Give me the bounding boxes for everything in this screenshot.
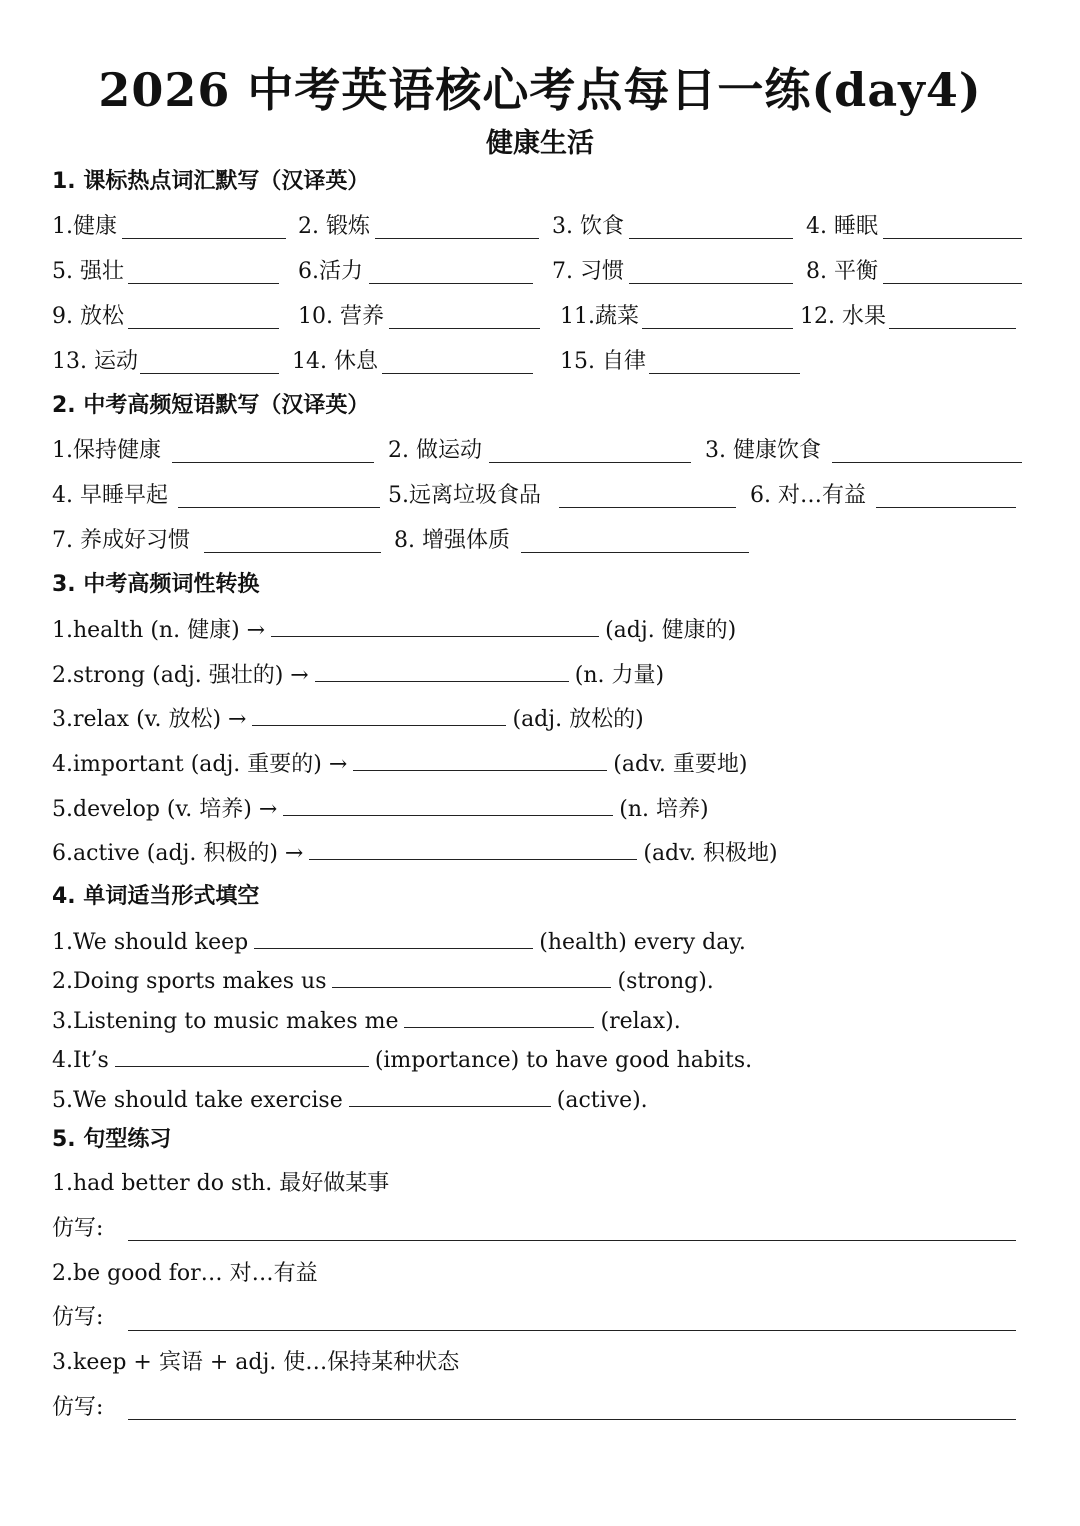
phrase-item: 2. 做运动 — [388, 438, 482, 463]
page-subtitle: 健康生活 — [486, 128, 594, 159]
conversion-blank[interactable] — [283, 793, 613, 816]
vocab-item: 3. 饮食 — [552, 214, 624, 239]
fill-prompt: 5.We should take exercise — [52, 1088, 343, 1113]
vocab-item: 9. 放松 — [52, 304, 124, 329]
fill-item — [52, 1084, 648, 1116]
conversion-prompt: 6.active (adj. 积极的) → — [52, 841, 304, 866]
imitation-label: 仿写: — [52, 1305, 104, 1330]
conversion-item — [52, 837, 778, 869]
fill-item — [52, 1044, 752, 1076]
vocab-item: 5. 强壮 — [52, 259, 124, 284]
fill-prompt: 2.Doing sports makes us — [52, 969, 327, 994]
conversion-hint: (n. 力量) — [574, 663, 665, 688]
fill-hint: (active). — [556, 1088, 648, 1113]
phrase-item: 6. 对…有益 — [750, 483, 866, 508]
vocab-blank[interactable] — [128, 283, 279, 284]
phrase-blank[interactable] — [559, 507, 736, 508]
conversion-blank[interactable] — [309, 837, 637, 860]
vocab-item: 13. 运动 — [52, 349, 138, 374]
vocab-item: 4. 睡眠 — [806, 214, 878, 239]
conversion-blank[interactable] — [315, 659, 569, 682]
conversion-hint: (adv. 积极地) — [643, 841, 778, 866]
imitation-label: 仿写: — [52, 1216, 104, 1241]
fill-prompt: 4.It’s — [52, 1048, 109, 1073]
page-title: 2026 中考英语核心考点每日一练(day4) — [98, 63, 982, 117]
conversion-hint: (adj. 健康的) — [605, 618, 737, 643]
vocab-item: 8. 平衡 — [806, 259, 878, 284]
vocab-item: 2. 锻炼 — [298, 214, 370, 239]
phrase-blank[interactable] — [178, 507, 380, 508]
vocab-item: 7. 习惯 — [552, 259, 624, 284]
section4-heading: 4. 单词适当形式填空 — [52, 884, 260, 909]
phrase-item: 3. 健康饮食 — [705, 438, 821, 463]
fill-item — [52, 965, 714, 997]
vocab-blank[interactable] — [382, 373, 533, 374]
conversion-prompt: 1.health (n. 健康) → — [52, 618, 266, 643]
conversion-item — [52, 793, 709, 825]
vocab-item: 11.蔬菜 — [560, 304, 639, 329]
vocab-blank[interactable] — [642, 328, 793, 329]
section3-heading: 3. 中考高频词性转换 — [52, 572, 260, 597]
fill-blank[interactable] — [254, 926, 533, 949]
section2-heading: 2. 中考高频短语默写（汉译英） — [52, 393, 370, 418]
vocab-blank[interactable] — [629, 238, 793, 239]
conversion-blank[interactable] — [353, 748, 607, 771]
phrase-blank[interactable] — [172, 462, 374, 463]
conversion-hint: (adj. 放松的) — [512, 707, 644, 732]
fill-prompt: 1.We should keep — [52, 930, 249, 955]
conversion-blank[interactable] — [252, 703, 506, 726]
fill-blank[interactable] — [332, 965, 611, 988]
vocab-item: 15. 自律 — [560, 349, 646, 374]
imitation-label: 仿写: — [52, 1395, 104, 1420]
fill-blank[interactable] — [349, 1084, 551, 1107]
conversion-item — [52, 703, 644, 735]
vocab-item: 6.活力 — [298, 259, 363, 284]
vocab-blank[interactable] — [369, 283, 533, 284]
phrase-item: 7. 养成好习惯 — [52, 528, 190, 553]
fill-hint: (importance) to have good habits. — [374, 1048, 753, 1073]
vocab-blank[interactable] — [122, 238, 286, 239]
phrase-item: 1.保持健康 — [52, 438, 161, 463]
vocab-blank[interactable] — [375, 238, 539, 239]
phrase-blank[interactable] — [521, 552, 749, 553]
conversion-item — [52, 614, 736, 646]
fill-prompt: 3.Listening to music makes me — [52, 1009, 399, 1034]
imitation-line[interactable] — [128, 1419, 1016, 1420]
fill-item — [52, 1005, 681, 1037]
vocab-blank[interactable] — [140, 373, 279, 374]
vocab-item: 10. 营养 — [298, 304, 384, 329]
phrase-blank[interactable] — [489, 462, 691, 463]
conversion-blank[interactable] — [271, 614, 599, 637]
vocab-blank[interactable] — [629, 283, 793, 284]
vocab-blank[interactable] — [883, 283, 1022, 284]
vocab-blank[interactable] — [883, 238, 1022, 239]
fill-blank[interactable] — [404, 1005, 594, 1028]
phrase-blank[interactable] — [832, 462, 1022, 463]
imitation-line[interactable] — [128, 1240, 1016, 1241]
phrase-blank[interactable] — [876, 507, 1016, 508]
conversion-hint: (adv. 重要地) — [613, 752, 748, 777]
phrase-item: 8. 增强体质 — [394, 528, 510, 553]
fill-hint: (health) every day. — [539, 930, 746, 955]
pattern-item: 2.be good for… 对…有益 — [52, 1261, 318, 1286]
conversion-item — [52, 659, 664, 691]
vocab-blank[interactable] — [649, 373, 800, 374]
conversion-prompt: 3.relax (v. 放松) → — [52, 707, 247, 732]
conversion-prompt: 4.important (adj. 重要的) → — [52, 752, 348, 777]
phrase-item: 4. 早睡早起 — [52, 483, 168, 508]
conversion-hint: (n. 培养) — [619, 797, 709, 822]
fill-hint: (relax). — [600, 1009, 681, 1034]
vocab-blank[interactable] — [389, 328, 540, 329]
vocab-item: 14. 休息 — [292, 349, 378, 374]
fill-hint: (strong). — [617, 969, 714, 994]
section5-heading: 5. 句型练习 — [52, 1127, 172, 1152]
vocab-item: 1.健康 — [52, 214, 117, 239]
vocab-blank[interactable] — [128, 328, 279, 329]
phrase-item: 5.远离垃圾食品 — [388, 483, 541, 508]
conversion-item — [52, 748, 747, 780]
imitation-line[interactable] — [128, 1330, 1016, 1331]
vocab-item: 12. 水果 — [800, 304, 886, 329]
fill-blank[interactable] — [115, 1044, 369, 1067]
pattern-item: 1.had better do sth. 最好做某事 — [52, 1171, 390, 1196]
section1-heading: 1. 课标热点词汇默写（汉译英） — [52, 169, 370, 194]
fill-item — [52, 926, 746, 958]
conversion-prompt: 2.strong (adj. 强壮的) → — [52, 663, 309, 688]
pattern-item: 3.keep + 宾语 + adj. 使…保持某种状态 — [52, 1350, 460, 1375]
vocab-blank[interactable] — [889, 328, 1016, 329]
conversion-prompt: 5.develop (v. 培养) → — [52, 797, 278, 822]
phrase-blank[interactable] — [204, 552, 381, 553]
